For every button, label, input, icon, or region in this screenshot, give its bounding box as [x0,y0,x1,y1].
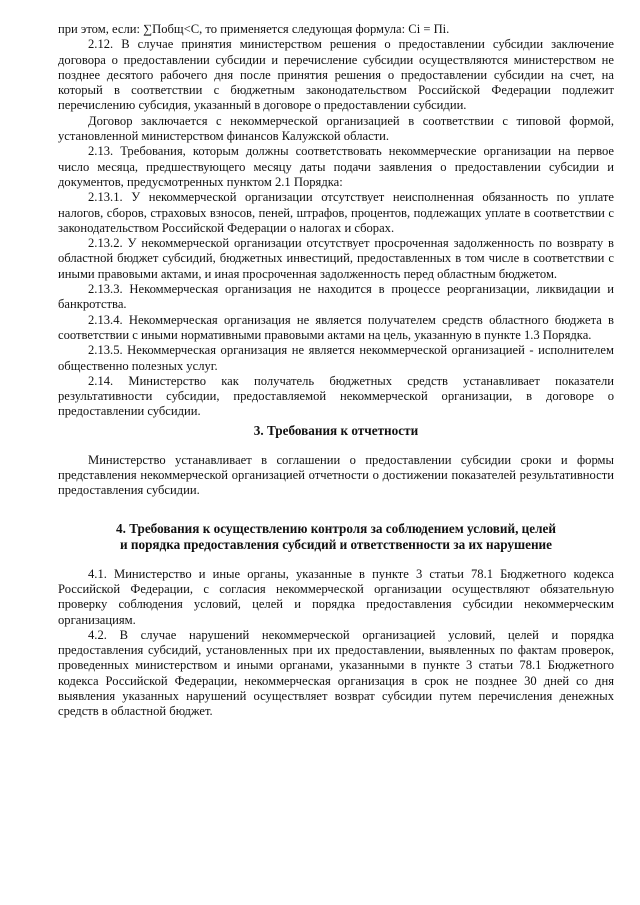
paragraph-2-12: 2.12. В случае принятия министерством решения о предоставлении субсидии заключение договора о предоставлении субсидии и перечисление субсидии осуществляются министерством не позднее десятого рабочего дня после принятия решения о предоставлении субсидии на счет, на который в соответствии с бюджетным законодательством Российской Федерации подлежит перечислению субсидия, указанный в договоре о предоставлении субсидии. [58,37,614,113]
paragraph-2-13: 2.13. Требования, которым должны соответствовать некоммерческие организации на первое число месяца, предшествующего месяцу даты подачи заявления о предоставлении субсидии и документов, предусмотренных пунктом 2.1 Порядка: [58,144,614,189]
paragraph-2-13-3: 2.13.3. Некоммерческая организация не находится в процессе реорганизации, ликвидации и банкротства. [58,282,614,312]
paragraph-2-14: 2.14. Министерство как получатель бюджетных средств устанавливает показатели результативности субсидии, предоставляемой некоммерческой организации, в договоре о предоставлении субсидии. [58,373,614,419]
paragraph-section-3: Министерство устанавливает в соглашении о предоставлении субсидии сроки и формы представления некоммерческой организацией отчетности о достижении показателей результативности предоставления субсидии. [58,452,614,498]
paragraph-2-13-4: 2.13.4. Некоммерческая организация не является получателем средств областного бюджета в соответствии с иными нормативными правовыми актами на цель, указанную в пункте 1.3 Порядка. [58,312,614,342]
paragraph-4-2: 4.2. В случае нарушений некоммерческой организацией условий, целей и порядка предоставления субсидий, установленных при их предоставлении, выявленных по фактам проверок, проведенных министерством и иными органами, указанными в пункте 3 статьи 78.1 Бюджетного кодекса Российской Федерации, некоммерческая организация в срок не позднее 30 дней со дня выявления указанных нарушений осуществляет возврат субсидии путем перечисления денежных средств в областной бюджет. [58,627,614,719]
paragraph-contract: Договор заключается с некоммерческой организацией в соответствии с типовой формой, установленной министерством финансов Калужской области. [58,113,614,144]
paragraph-2-13-2: 2.13.2. У некоммерческой организации отсутствует просроченная задолженность по возврату в областной бюджет субсидий, бюджетных инвестиций, предоставленных в том числе в соответствии с иными правовыми актами, и иная просроченная задолженность перед областным бюджетом. [58,236,614,281]
paragraph-2-13-1: 2.13.1. У некоммерческой организации отсутствует неисполненная обязанность по уплате налогов, сборов, страховых взносов, пеней, штрафов, процентов, подлежащих уплате в соответствии с законодательством Российской Федерации о налогах и сборах. [58,190,614,235]
paragraph-2-13-5: 2.13.5. Некоммерческая организация не является некоммерческой организацией - исполнителем общественно полезных услуг. [58,343,614,373]
document-page [58,22,614,720]
section-4-heading-line-1: 4. Требования к осуществлению контроля за соблюдением условий, целей [116,520,556,536]
section-4-heading-line-2: и порядка предоставления субсидий и ответственности за их нарушение [119,536,552,552]
paragraph-formula: при этом, если: ∑Побщ<С, то применяется следующая формула: Сi = Пi. [58,22,450,36]
section-3-heading: 3. Требования к отчетности [253,422,419,438]
paragraph-4-1: 4.1. Министерство и иные органы, указанные в пункте 3 статьи 78.1 Бюджетного кодекса Российской Федерации, с согласия некоммерческой организации осуществляют обязательную проверку соблюдения условий, целей и порядка предоставления субсидии некоммерческим организациям. [58,566,614,627]
